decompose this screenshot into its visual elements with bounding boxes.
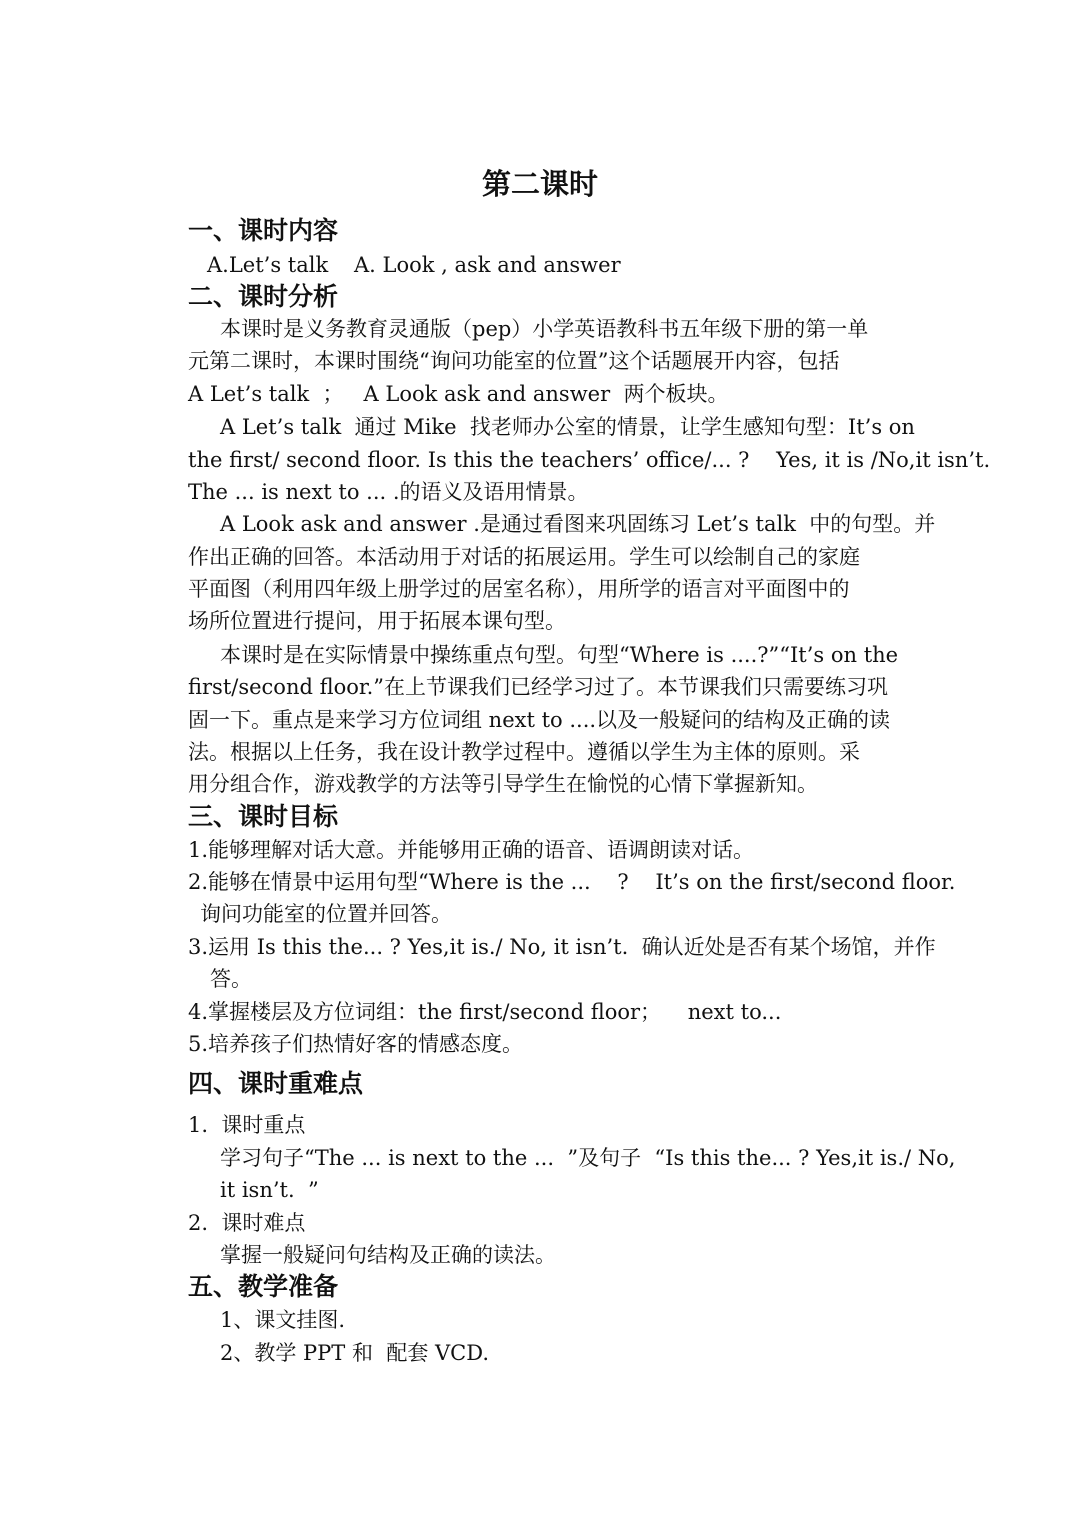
- paragraph-line: 本课时是义务教育灵通版（pep）小学英语教科书五年级下册的第一单: [220, 317, 869, 341]
- paragraph-line: first/second floor.”在上节课我们已经学习过了。本节课我们只需要练习巩: [188, 675, 889, 699]
- objective-item: 1.能够理解对话大意。并能够用正确的语音、语调朗读对话。: [188, 838, 755, 862]
- section-heading-content: 一、课时内容: [188, 216, 339, 245]
- difficulty-label: 2. 课时难点: [188, 1211, 306, 1235]
- key-point-label: 1. 课时重点: [188, 1113, 306, 1137]
- objective-item-continued: 答。: [210, 967, 252, 991]
- paragraph-line: 本课时是在实际情景中操练重点句型。句型“Where is ....?”“It’s on the: [220, 643, 899, 667]
- section-heading-preparation: 五、教学准备: [188, 1272, 339, 1301]
- content-item-look-ask-answer: A. Look , ask and answer: [354, 253, 621, 277]
- paragraph-line: 平面图（利用四年级上册学过的居室名称），用所学的语言对平面图中的: [188, 577, 850, 601]
- paragraph-line: The ... is next to ... .的语义及语用情景。: [188, 480, 589, 504]
- paragraph-line: 作出正确的回答。本活动用于对话的拓展运用。学生可以绘制自己的家庭: [188, 545, 860, 569]
- objective-item: 4.掌握楼层及方位词组：the first/second floor； next to...: [188, 1000, 782, 1024]
- section-heading-objectives: 三、课时目标: [188, 802, 339, 831]
- paragraph-line: 场所位置进行提问，用于拓展本课句型。: [188, 609, 566, 633]
- key-point-text: it isn’t. ”: [220, 1178, 319, 1202]
- paragraph-line: A Let’s talk 通过 Mike 找老师办公室的情景，让学生感知句型：It’s on: [220, 415, 915, 439]
- section-heading-analysis: 二、课时分析: [188, 282, 339, 311]
- paragraph-line: 元第二课时，本课时围绕“询问功能室的位置”这个话题展开内容，包括: [188, 349, 840, 373]
- paragraph-line: A Look ask and answer .是通过看图来巩固练习 Let’s talk 中的句型。并: [220, 512, 936, 536]
- difficulty-text: 掌握一般疑问句结构及正确的读法。: [220, 1243, 556, 1267]
- paragraph-line: 固一下。重点是来学习方位词组 next to ....以及一般疑问的结构及正确的读: [188, 708, 891, 732]
- key-point-text: 学习句子“The ... is next to the ... ”及句子 “Is this the... ? Yes,it is./ No,: [220, 1146, 956, 1170]
- objective-item: 3.运用 Is this the... ? Yes,it is./ No, it isn’t. 确认近处是否有某个场馆，并作: [188, 935, 936, 959]
- preparation-item: 2、教学 PPT 和 配套 VCD.: [220, 1341, 490, 1365]
- paragraph-line: 用分组合作，游戏教学的方法等引导学生在愉悦的心情下掌握新知。: [188, 772, 818, 796]
- section-heading-key-points: 四、课时重难点: [188, 1069, 364, 1098]
- page-title: 第二课时: [481, 167, 598, 201]
- objective-item: 5.培养孩子们热情好客的情感态度。: [188, 1032, 524, 1056]
- preparation-item: 1、课文挂图.: [220, 1308, 346, 1332]
- objective-item-continued: 询问功能室的位置并回答。: [200, 902, 452, 926]
- content-item-lets-talk: A.Let’s talk: [207, 253, 329, 277]
- paragraph-line: the first/ second floor. Is this the teachers’ office/... ? Yes, it is /No,it isn’t.: [188, 448, 991, 472]
- paragraph-line: A Let’s talk ； A Look ask and answer 两个板块。: [188, 382, 729, 406]
- paragraph-line: 法。根据以上任务，我在设计教学过程中。遵循以学生为主体的原则。采: [188, 740, 860, 764]
- objective-item: 2.能够在情景中运用句型“Where is the ... ? It’s on the first/second floor.: [188, 870, 956, 894]
